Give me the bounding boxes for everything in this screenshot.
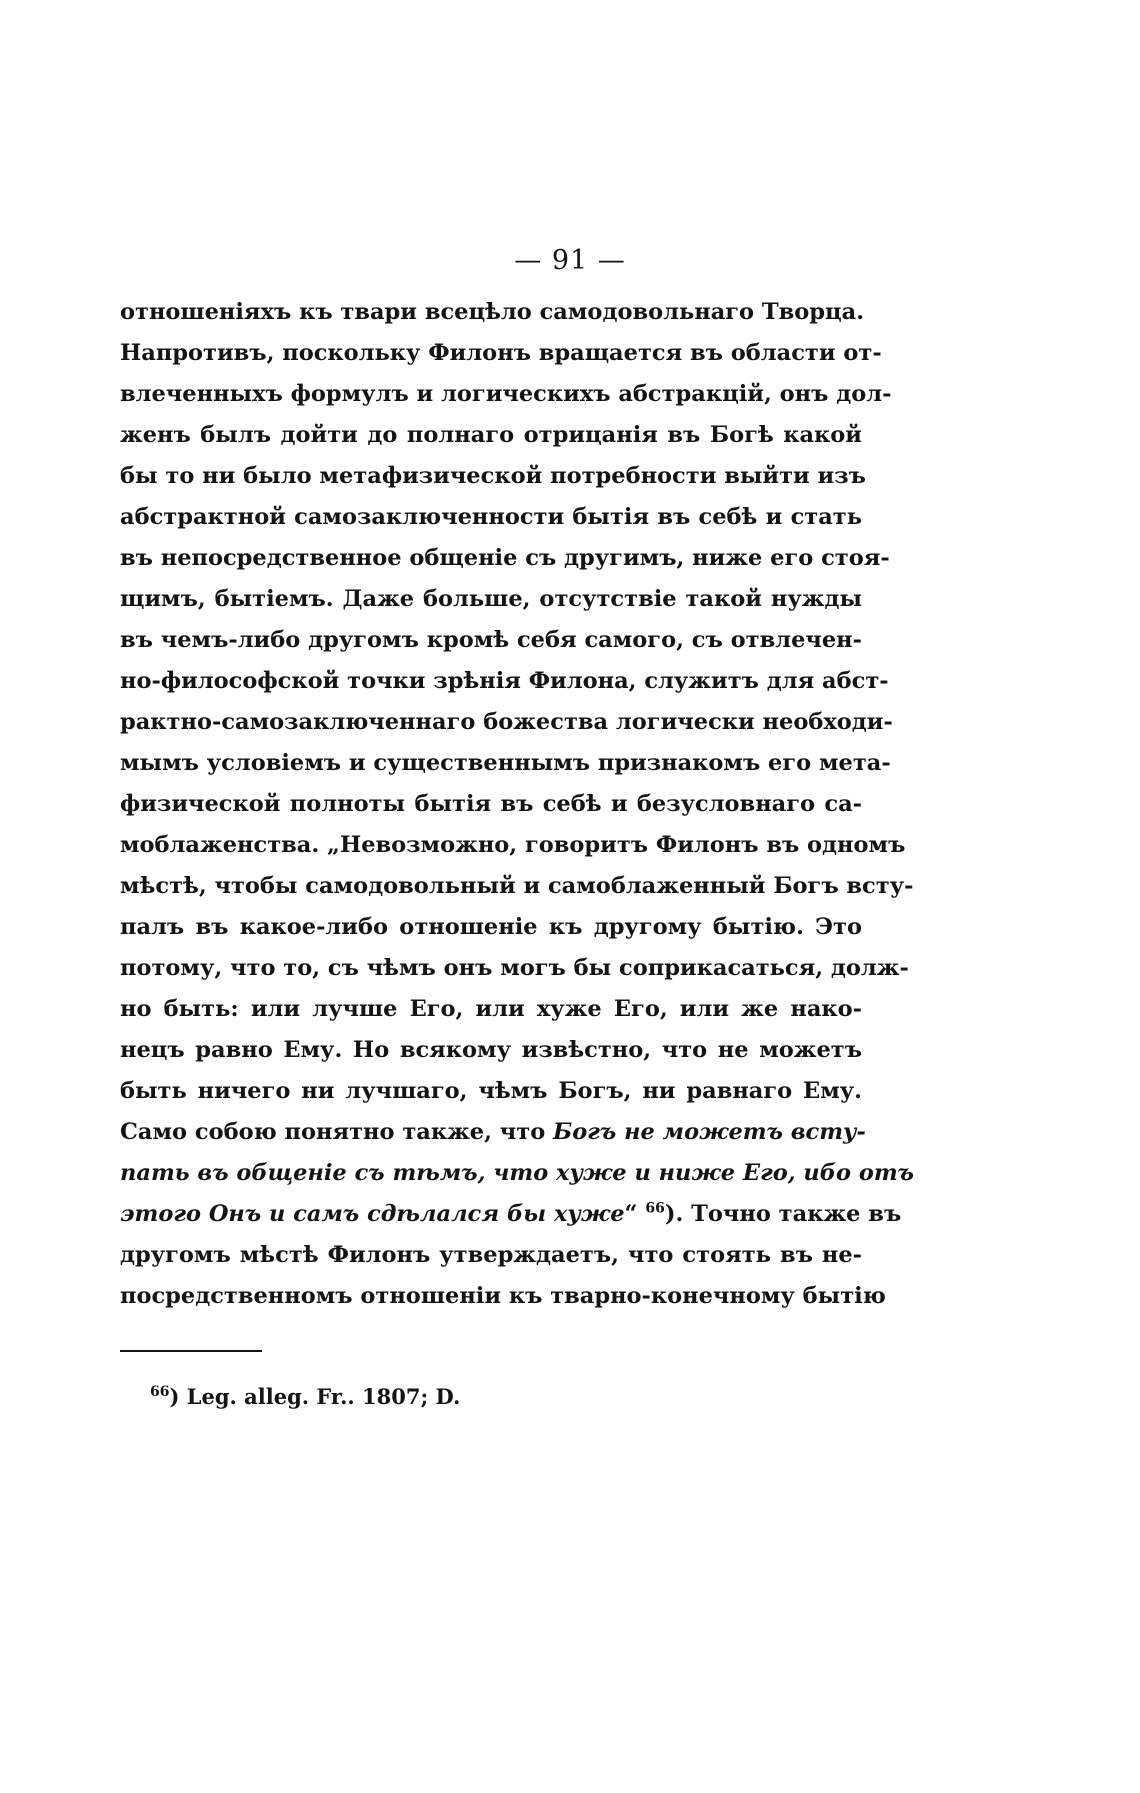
text-line-20: быть ничего ни лучшаго, чѣмъ Богъ, ни равнаго Ему. [120, 1078, 862, 1104]
text-line-15: мѣстѣ, чтобы самодовольный и самоблаженный Богъ всту- [120, 873, 914, 899]
text-line-17: потому, что то, съ чѣмъ онъ могъ бы соприкасаться, долж- [120, 955, 909, 981]
text-line-9: въ чемъ-либо другомъ кромѣ себя самого, съ отвлечен- [120, 627, 862, 653]
text-line-1: отношеніяхъ къ твари всецѣло самодовольнаго Творца. [120, 299, 865, 325]
text-line-12: мымъ условіемъ и существеннымъ признакомъ его мета- [120, 750, 891, 776]
text-line-3: влеченныхъ формулъ и логическихъ абстракцій, онъ дол- [120, 381, 892, 407]
footnote-divider [120, 1350, 262, 1352]
text-line-6: абстрактной самозаключенности бытія въ себѣ и стать [120, 504, 862, 530]
text-line-21-italic: Богъ не можетъ всту- [553, 1119, 866, 1145]
footnote-reference: 66 [645, 1200, 665, 1217]
text-line-10: но-философской точки зрѣнія Филона, служитъ для абст- [120, 668, 889, 694]
text-line-4: женъ былъ дойти до полнаго отрицанія въ Богѣ какой [120, 422, 862, 448]
text-line-23-rest: ). Точно также въ [664, 1201, 902, 1227]
text-line-24: другомъ мѣстѣ Филонъ утверждаетъ, что стоять въ не- [120, 1242, 862, 1268]
text-line-14: моблаженства. „Невозможно, говоритъ Филонъ въ одномъ [120, 832, 906, 858]
page-number: — 91 — [514, 245, 626, 276]
text-line-16: палъ въ какое-либо отношеніе къ другому бытію. Это [120, 914, 862, 940]
text-line-19: нецъ равно Ему. Но всякому извѣстно, что не можетъ [120, 1037, 862, 1063]
text-line-13: физической полноты бытія въ себѣ и безусловнаго са- [120, 791, 862, 817]
closing-quote: “ [624, 1201, 638, 1227]
footnote-marker: 66 [150, 1384, 170, 1400]
text-line-2: Напротивъ, поскольку Филонъ вращается въ области от- [120, 340, 882, 366]
text-line-21-plain: Само собою понятно также, что [120, 1119, 554, 1145]
text-line-25: посредственномъ отношеніи къ тварно-конечному бытію [120, 1283, 886, 1309]
text-line-18: но быть: или лучше Его, или хуже Его, или же нако- [120, 996, 862, 1022]
text-line-8: щимъ, бытіемъ. Даже больше, отсутствіе такой нужды [120, 586, 862, 612]
text-line-23-italic: этого Онъ и самъ сдѣлался бы хуже [120, 1201, 625, 1227]
text-line-21 [120, 1112, 866, 1153]
text-line-7: въ непосредственное общеніе съ другимъ, ниже его стоя- [120, 545, 890, 571]
body-text [120, 292, 915, 1317]
text-line-11: рактно-самозаключеннаго божества логически необходи- [120, 709, 893, 735]
footnote [150, 1384, 460, 1409]
text-line-22: пать въ общеніе съ тѣмъ, что хуже и ниже Его, ибо отъ [120, 1160, 915, 1186]
text-line-23 [120, 1194, 902, 1235]
text-line-5: бы то ни было метафизической потребности выйти изъ [120, 463, 866, 489]
footnote-text: ) Leg. alleg. Fr.. 1807; D. [169, 1384, 461, 1409]
